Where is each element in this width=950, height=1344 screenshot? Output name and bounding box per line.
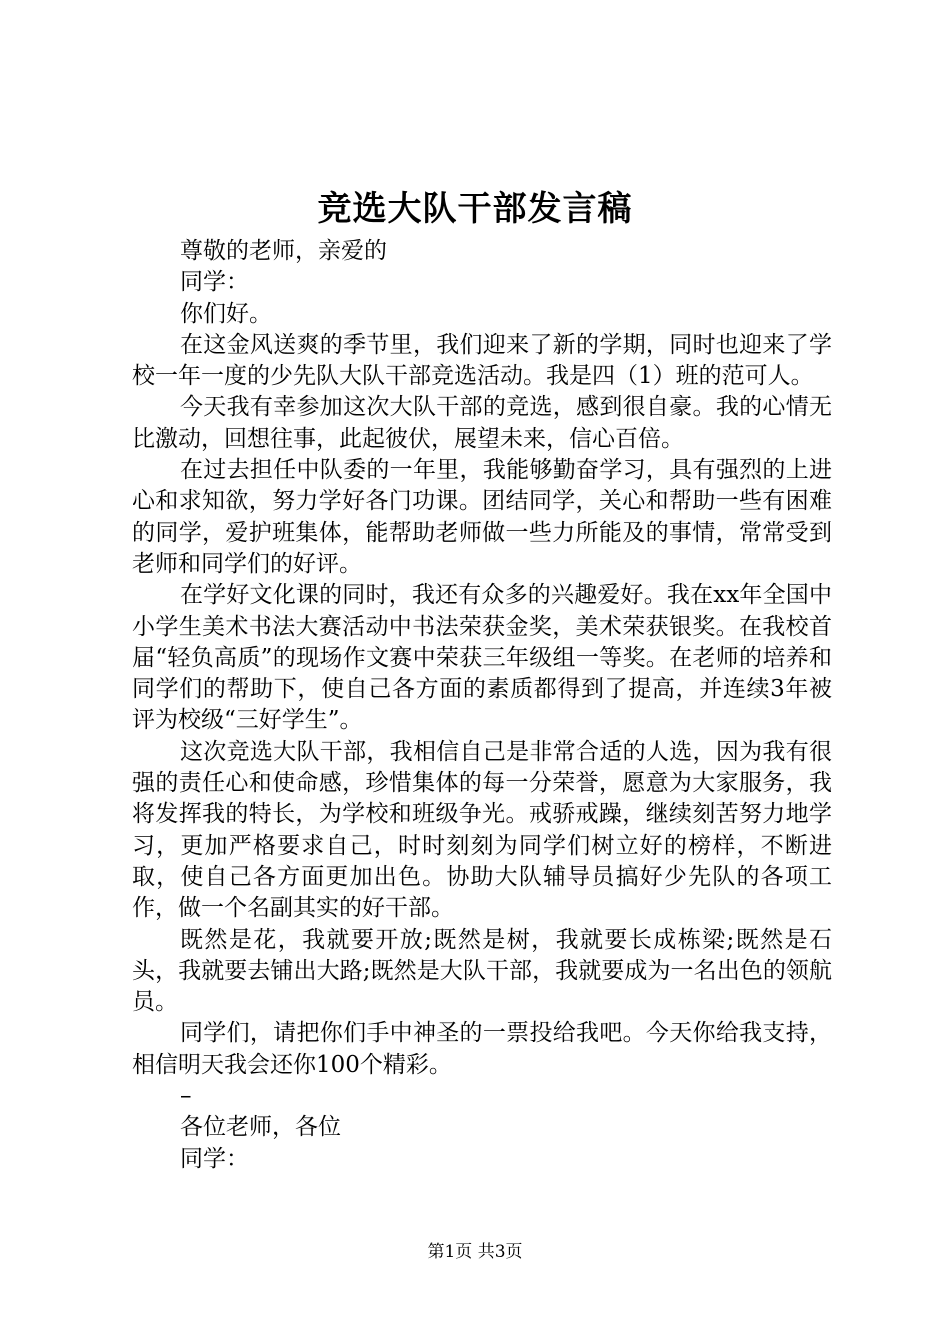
paragraph-hobbies: 在学好文化课的同时，我还有众多的兴趣爱好。我在xx年全国中小学生美术书法大赛活动中书法荣获金奖，美术荣获银奖。在我校首届“轻负高质”的现场作文赛中荣获三年级组一等奖。在老师的培养和同学们的帮助下，使自己各方面的素质都得到了提高，并连续3年被评为校级“三好学生”。 [132, 582, 832, 734]
second-greeting-line-1: 各位老师，各位 [180, 1114, 341, 1141]
second-greeting-line-2: 同学： [180, 1145, 249, 1172]
paragraph-feeling: 今天我有幸参加这次大队干部的竞选，感到很自豪。我的心情无比激动，回想往事，此起彼伏，展望未来，信心百倍。 [132, 394, 832, 452]
paragraph-past-experience: 在过去担任中队委的一年里，我能够勤奋学习，具有强烈的上进心和求知欲，努力学好各门功课。团结同学，关心和帮助一些有困难的同学，爱护班集体，能帮助老师做一些力所能及的事情，常常受到老师和同学们的好评。 [132, 457, 832, 577]
page-number-footer: 第1页 共3页 [427, 1242, 523, 1262]
paragraph-metaphor: 既然是花，我就要开放;既然是树，我就要长成栋梁;既然是石头，我就要去铺出大路;既然是大队干部，我就要成为一名出色的领航员。 [132, 926, 832, 1016]
greeting-line-2: 同学： [180, 269, 249, 296]
document-body [132, 236, 832, 1175]
greeting-line-1: 尊敬的老师，亲爱的 [180, 238, 387, 264]
greeting-line-3: 你们好。 [180, 300, 272, 327]
section-separator: – [180, 1083, 192, 1110]
paragraph-closing: 同学们，请把你们手中神圣的一票投给我吧。今天你给我支持，相信明天我会还你100个精彩。 [132, 1020, 832, 1078]
document-title: 竞选大队干部发言稿 [317, 189, 633, 229]
paragraph-commitment: 这次竞选大队干部，我相信自己是非常合适的人选，因为我有很强的责任心和使命感，珍惜集体的每一分荣誉，愿意为大家服务，我将发挥我的特长，为学校和班级争光。戒骄戒躁，继续刻苦努力地学习，更加严格要求自己，时时刻刻为同学们树立好的榜样，不断进取，使自己各方面更加出色。协助大队辅导员搞好少先队的各项工作，做一个名副其实的好干部。 [132, 738, 832, 922]
paragraph-intro: 在这金风送爽的季节里，我们迎来了新的学期，同时也迎来了学校一年一度的少先队大队干部竞选活动。我是四（1）班的范可人。 [132, 331, 832, 390]
